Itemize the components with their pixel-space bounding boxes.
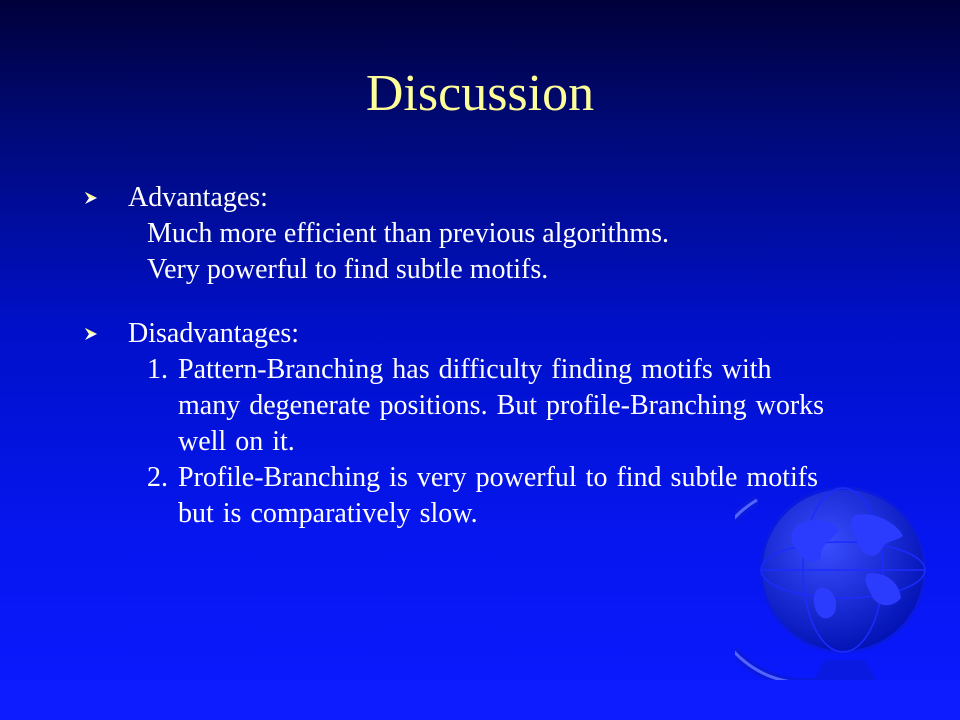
disadvantage-item: [178, 352, 918, 460]
disadvantage-line: many degenerate positions. But profile-Branching works: [178, 390, 825, 421]
globe-icon: [735, 470, 935, 690]
arrowhead-bullet-icon: [84, 327, 98, 341]
advantage-item: Much more efficient than previous algorithms.: [147, 218, 670, 249]
disadvantage-line: Profile-Branching is very powerful to find subtle motifs: [178, 462, 818, 493]
advantages-label: Advantages:: [128, 182, 268, 213]
advantage-item: Very powerful to find subtle motifs.: [147, 254, 549, 285]
disadvantage-number: 1.: [147, 354, 168, 385]
arrowhead-bullet-icon: [84, 191, 98, 205]
disadvantage-line: well on it.: [178, 426, 295, 457]
disadvantage-number: 2.: [147, 462, 168, 493]
disadvantage-line: but is comparatively slow.: [178, 498, 478, 529]
disadvantage-line: Pattern-Branching has difficulty finding motifs with: [178, 354, 772, 385]
bottom-bar: [0, 680, 960, 720]
disadvantages-label: Disadvantages:: [128, 318, 300, 349]
slide-title: Discussion: [365, 65, 595, 122]
